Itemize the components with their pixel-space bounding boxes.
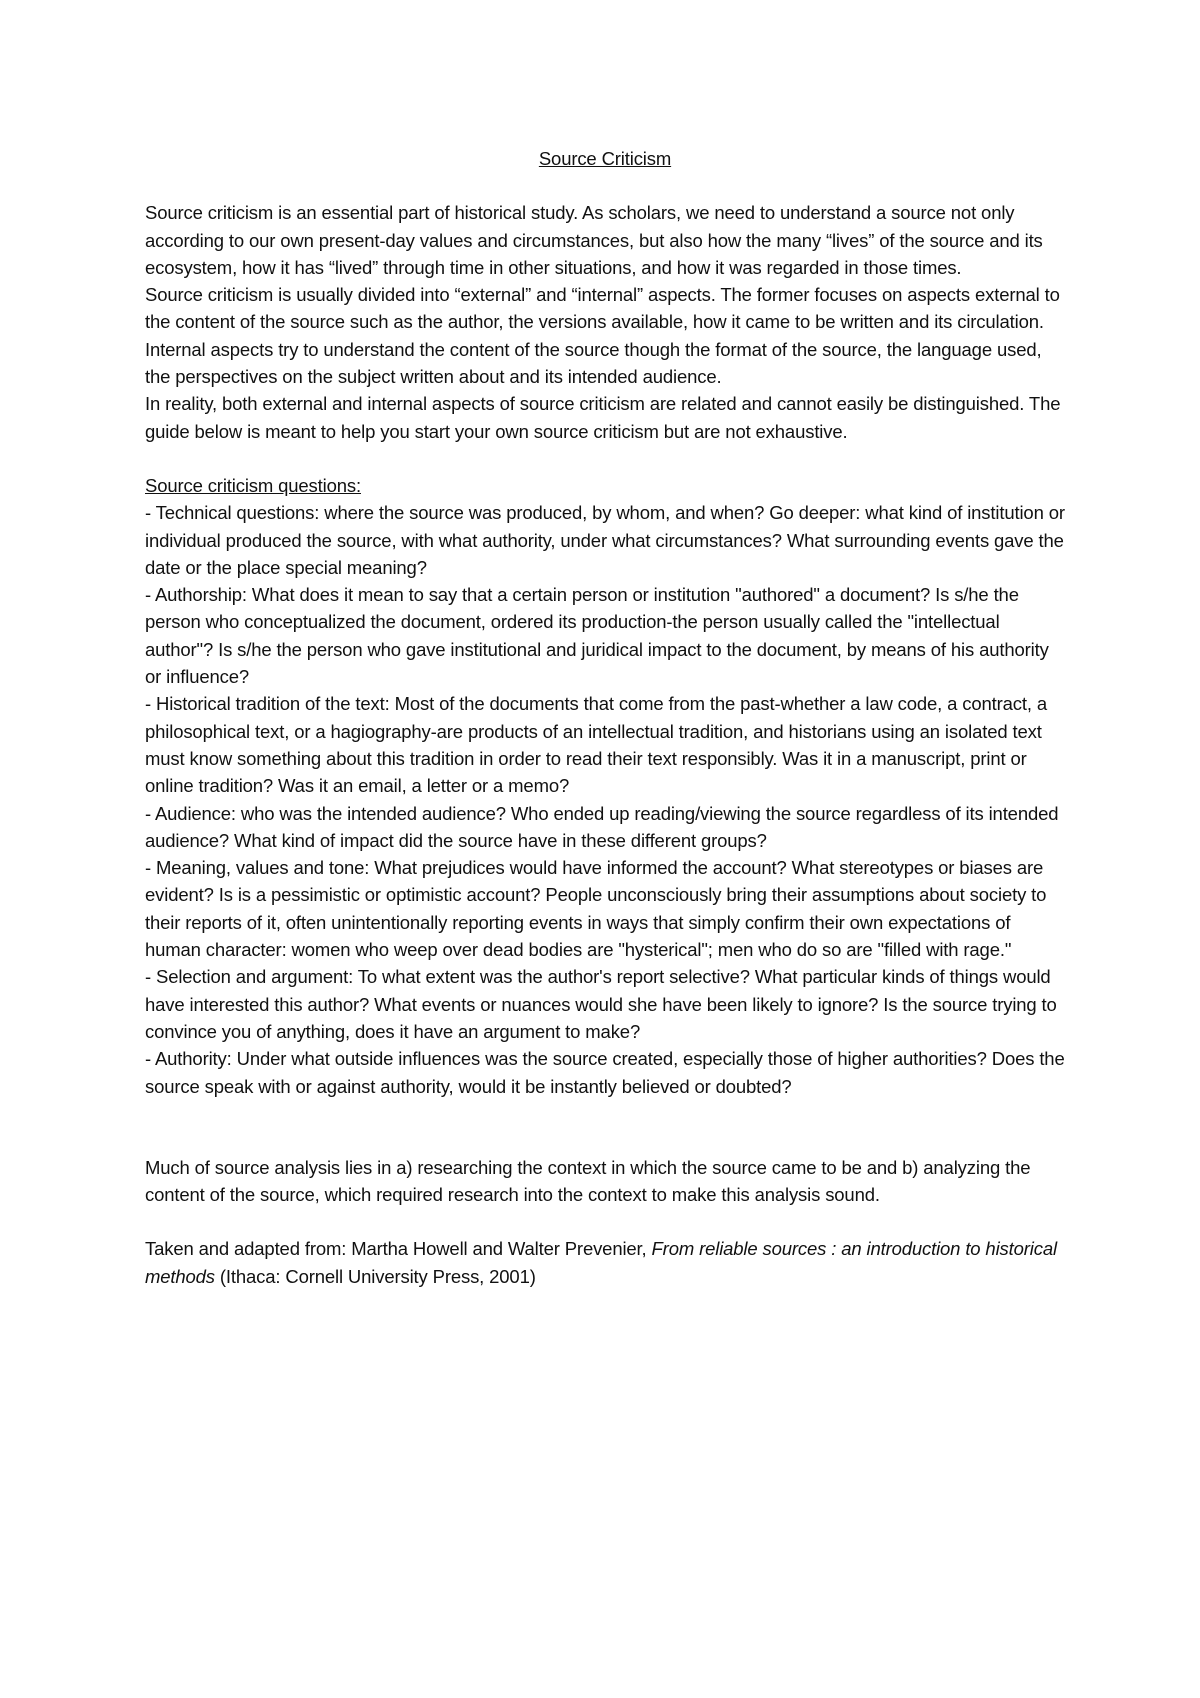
question-item: - Authority: Under what outside influences was the source created, especially those of higher authorities? Does the source speak with or against authority, would it be instantly believed or doubted? (145, 1048, 1065, 1097)
question-item: - Selection and argument: To what extent was the author's report selective? What particular kinds of things would have interested this author? What events or nuances would she have been likely to ignore? Is the source trying to convince you of anything, does it have an argument to make? (145, 966, 1057, 1042)
questions-heading: Source criticism questions: (145, 474, 361, 496)
question-item: - Authorship: What does it mean to say that a certain person or institution "authored" a document? Is s/he the person who conceptualized the document, ordered its production-the person usually called the "intellectual author"? Is s/he the person who gave institutional and juridical impact to the document, by means of his authority or influence? (145, 584, 1049, 688)
intro-paragraph: In reality, both external and internal aspects of source criticism are related and cannot easily be distinguished. The guide below is meant to help you start your own source criticism but are not exhaustive. (145, 393, 1061, 442)
document-body (145, 145, 1065, 1290)
document-title: Source Criticism (538, 148, 672, 169)
question-item: - Historical tradition of the text: Most of the documents that come from the past-whether a law code, a contract, a philosophical text, or a hagiography-are products of an intellectual tradition, and historians using an isolated text must know something about this tradition in order to read their text responsibly. Was it in a manuscript, print or online tradition? Was it an email, a letter or a memo? (145, 693, 1048, 797)
citation-work-title: From reliable sources : an introduction to historical methods (145, 1238, 1057, 1287)
intro-paragraph: Source criticism is usually divided into “external” and “internal” aspects. The former focuses on aspects external to the content of the source such as the author, the versions available, how it came to be written and its circulation. Internal aspects try to understand the content of the source though the format of the source, the language used, the perspectives on the subject written about and its intended audience. (145, 284, 1060, 388)
citation-suffix: (Ithaca: Cornell University Press, 2001) (214, 1265, 536, 1287)
citation (145, 1235, 1065, 1290)
citation-prefix: Taken and adapted from: Martha Howell and Walter Prevenier, (145, 1238, 652, 1260)
closing-paragraph: Much of source analysis lies in a) researching the context in which the source came to be and b) analyzing the content of the source, which required research into the context to make this analysis sound. (145, 1156, 1031, 1206)
question-item: - Meaning, values and tone: What prejudices would have informed the account? What stereotypes or biases are evident? Is is a pessimistic or optimistic account? People unconsciously bring their assumptions about society to their reports of it, often unintentionally reporting events in ways that simply confirm their own expectations of human character: women who weep over dead bodies are "hysterical"; men who do so are "filled with rage." (145, 857, 1047, 961)
question-item: - Audience: who was the intended audience? Who ended up reading/viewing the source regardless of its intended audience? What kind of impact did the source have in these different groups? (145, 802, 1059, 851)
questions-list (145, 499, 1065, 1100)
intro-paragraph: Source criticism is an essential part of historical study. As scholars, we need to understand a source not only according to our own present-day values and circumstances, but also how the many “lives” of the source and its ecosystem, how it has “lived” through time in other situations, and how it was regarded in those times. (145, 202, 1043, 278)
spacer (145, 1208, 1065, 1235)
spacer (145, 1100, 1065, 1154)
question-item: - Technical questions: where the source was produced, by whom, and when? Go deeper: what kind of institution or individual produced the source, with what authority, under what circumstances? What surrounding events gave the date or the place special meaning? (145, 502, 1065, 578)
spacer (145, 445, 1065, 472)
